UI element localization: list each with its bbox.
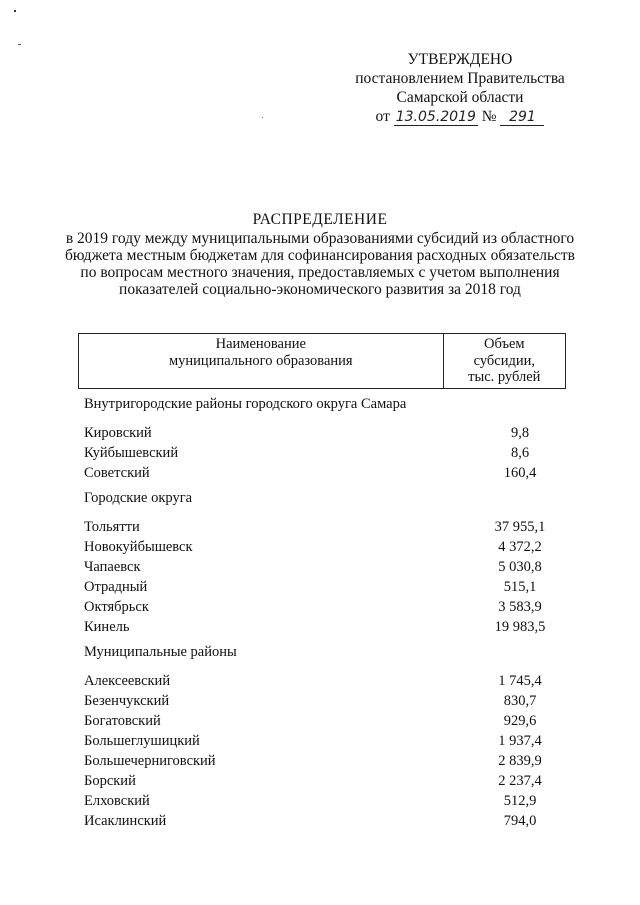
subsidy-list — [84, 394, 564, 831]
table-row — [84, 557, 564, 577]
handwritten-date: 13.05.2019 — [395, 109, 476, 125]
row-value: 5 030,8 — [498, 559, 542, 575]
row-name: Советский — [84, 465, 150, 481]
approval-title: УТВЕРЖДЕНО — [407, 51, 513, 68]
section-title: Внутригородские районы городского округа Самара — [84, 396, 407, 412]
row-name: Кировский — [84, 425, 152, 441]
section-title: Городские округа — [84, 490, 193, 506]
table-row — [84, 671, 564, 691]
row-name: Богатовский — [84, 713, 161, 729]
scan-speck — [18, 44, 21, 45]
title-heading: РАСПРЕДЕЛЕНИЕ — [252, 211, 388, 228]
table-row — [84, 517, 564, 537]
row-value: 515,1 — [503, 579, 537, 595]
row-name: Октябрьск — [84, 599, 149, 615]
scan-speck — [14, 10, 16, 12]
row-value: 19 983,5 — [494, 619, 546, 635]
title-line: бюджета местным бюджетам для софинансирования расходных обязательств — [65, 247, 575, 264]
table-row — [84, 443, 564, 463]
document-title — [60, 211, 580, 298]
row-value: 830,7 — [503, 693, 537, 709]
handwritten-number: 291 — [500, 110, 544, 126]
row-value: 2 839,9 — [498, 753, 542, 769]
approval-date-number — [340, 107, 580, 126]
table-header — [78, 333, 566, 389]
row-value: 8,6 — [510, 445, 530, 461]
row-value: 9,8 — [510, 425, 530, 441]
table-row — [84, 463, 564, 483]
row-name: Исаклинский — [84, 813, 167, 829]
row-name: Отрадный — [84, 579, 148, 595]
row-name: Алексеевский — [84, 673, 171, 689]
table-row — [84, 537, 564, 557]
table-row — [84, 751, 564, 771]
table-row — [84, 423, 564, 443]
row-value: 512,9 — [503, 793, 537, 809]
table-row — [84, 771, 564, 791]
table-row — [84, 711, 564, 731]
row-value: 794,0 — [503, 813, 537, 829]
row-name: Куйбышевский — [84, 445, 179, 461]
table-row — [84, 577, 564, 597]
row-name: Большечерниговский — [84, 753, 216, 769]
row-name: Большеглушицкий — [84, 733, 200, 749]
title-line: показателей социально-экономического развития за 2018 год — [119, 281, 521, 298]
scan-speck — [262, 117, 263, 118]
approval-issuer: постановлением Правительства — [355, 70, 565, 87]
row-value: 1 937,4 — [498, 733, 542, 749]
table-row — [84, 597, 564, 617]
row-value: 4 372,2 — [498, 539, 542, 555]
row-value: 3 583,9 — [498, 599, 542, 615]
approval-region: Самарской области — [396, 89, 524, 106]
table-row — [84, 811, 564, 831]
row-name: Безенчукский — [84, 693, 170, 709]
row-name: Новокуйбышевск — [84, 539, 193, 555]
number-prefix: № — [481, 108, 497, 125]
row-name: Кинель — [84, 619, 130, 635]
row-value: 929,6 — [503, 713, 537, 729]
row-value: 160,4 — [503, 465, 537, 481]
table-row — [84, 791, 564, 811]
title-line: по вопросам местного значения, предоставляемых с учетом выполнения — [80, 264, 560, 281]
section-title: Муниципальные районы — [84, 644, 237, 660]
row-name: Борский — [84, 773, 136, 789]
table-row — [84, 617, 564, 637]
column-header-amount: Объем субсидии, тыс. рублей — [443, 334, 565, 389]
row-value: 2 237,4 — [498, 773, 542, 789]
column-header-name: Наименование муниципального образования — [79, 334, 444, 389]
row-value: 37 955,1 — [494, 519, 546, 535]
row-name: Елховский — [84, 793, 150, 809]
table-row — [84, 731, 564, 751]
table-row — [84, 691, 564, 711]
approval-stamp — [340, 50, 580, 126]
row-name: Чапаевск — [84, 559, 141, 575]
date-prefix: от — [375, 108, 390, 125]
row-name: Тольятти — [84, 519, 140, 535]
title-line: в 2019 году между муниципальными образованиями субсидий из областного — [65, 230, 575, 247]
row-value: 1 745,4 — [498, 673, 542, 689]
